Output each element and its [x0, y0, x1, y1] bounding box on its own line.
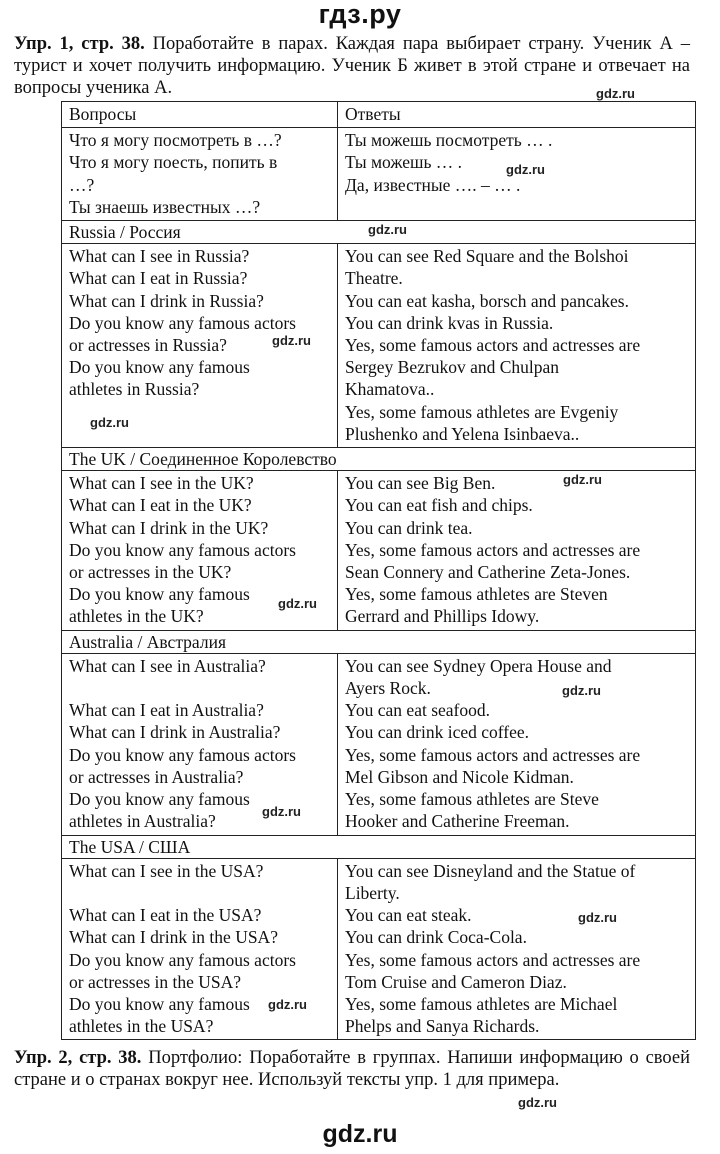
- answer-line: Liberty.: [345, 882, 400, 903]
- answer-line: Gerrard and Phillips Idowy.: [345, 606, 540, 627]
- section-title: The USA / США: [62, 835, 696, 858]
- section-content-row: [62, 244, 696, 448]
- answer-line: You can see Disneyland and the Statue of: [345, 860, 636, 881]
- question-line: Do you know any famous: [69, 584, 250, 605]
- question-line: What can I see in the UK?: [69, 473, 254, 494]
- watermark: gdz.ru: [262, 804, 301, 819]
- template-answer-line: Да, известные …. – … .: [345, 174, 521, 195]
- exercise-1-intro: [14, 33, 690, 99]
- table-header-row: [62, 102, 696, 128]
- question-line: What can I see in Australia?: [69, 655, 266, 676]
- question-line: What can I drink in the UK?: [69, 517, 269, 538]
- question-line: Do you know any famous actors: [69, 949, 296, 970]
- question-line: What can I see in Russia?: [69, 246, 250, 267]
- template-questions-cell: [62, 128, 338, 221]
- answer-line: Theatre.: [345, 268, 403, 289]
- answer-line: Yes, some famous actors and actresses are: [345, 539, 641, 560]
- section-content-row: [62, 858, 696, 1040]
- answer-line: You can see Sydney Opera House and: [345, 655, 612, 676]
- section-content-row: [62, 653, 696, 835]
- question-line: Do you know any famous: [69, 993, 250, 1014]
- answer-line: You can drink iced coffee.: [345, 722, 530, 743]
- site-header: гдз.ру: [318, 0, 402, 29]
- answer-line: You can see Big Ben.: [345, 473, 496, 494]
- section-title-row: [62, 630, 696, 653]
- watermark: gdz.ru: [268, 997, 307, 1012]
- header-questions: Вопросы: [62, 102, 338, 128]
- answer-line: You can eat steak.: [345, 905, 472, 926]
- answer-line: Plushenko and Yelena Isinbaeva..: [345, 423, 580, 444]
- watermark: gdz.ru: [518, 1095, 557, 1110]
- question-line: athletes in the UK?: [69, 606, 204, 627]
- question-line: Do you know any famous actors: [69, 539, 296, 560]
- section-answers-cell: [338, 471, 696, 630]
- answer-line: Ayers Rock.: [345, 678, 431, 699]
- section-questions-cell: [62, 858, 338, 1040]
- template-answer-line: Ты можешь … .: [345, 152, 463, 173]
- answer-line: Tom Cruise and Cameron Diaz.: [345, 971, 567, 992]
- question-line: What can I drink in Russia?: [69, 290, 264, 311]
- section-title: Australia / Австралия: [62, 630, 696, 653]
- answer-line: Yes, some famous athletes are Steven: [345, 584, 608, 605]
- watermark: gdz.ru: [90, 415, 129, 430]
- question-line: or actresses in Russia?: [69, 335, 227, 356]
- answer-line: You can eat kasha, borsch and pancakes.: [345, 290, 629, 311]
- template-row: [62, 128, 696, 221]
- answer-line: Sean Connery and Catherine Zeta-Jones.: [345, 562, 631, 583]
- watermark: gdz.ru: [506, 162, 545, 177]
- question-line: What can I drink in the USA?: [69, 927, 278, 948]
- watermark: gdz.ru: [563, 472, 602, 487]
- answer-line: Hooker and Catherine Freeman.: [345, 811, 570, 832]
- answer-line: You can eat fish and chips.: [345, 495, 533, 516]
- question-line: Do you know any famous actors: [69, 312, 296, 333]
- section-title: The UK / Соединенное Королевство: [62, 448, 696, 471]
- section-title: Russia / Россия: [62, 221, 696, 244]
- section-answers-cell: [338, 653, 696, 835]
- exercise-2-title: Упр. 2, стр. 38.: [14, 1048, 142, 1068]
- watermark: gdz.ru: [562, 683, 601, 698]
- answer-line: Yes, some famous athletes are Michael: [345, 993, 618, 1014]
- answer-line: You can see Red Square and the Bolshoi: [345, 246, 629, 267]
- answer-line: Yes, some famous actors and actresses are: [345, 949, 641, 970]
- question-line: athletes in Russia?: [69, 379, 200, 400]
- section-title-row: [62, 835, 696, 858]
- question-line: Do you know any famous actors: [69, 744, 296, 765]
- answer-line: Yes, some famous actors and actresses are: [345, 335, 641, 356]
- answer-line: Sergey Bezrukov and Chulpan: [345, 357, 560, 378]
- question-line: [69, 677, 331, 699]
- template-question-line: Ты знаешь известных …?: [69, 196, 261, 217]
- answer-line: You can eat seafood.: [345, 700, 490, 721]
- question-line: athletes in the USA?: [69, 1016, 214, 1037]
- site-footer: gdz.ru: [322, 1120, 398, 1148]
- answer-line: Phelps and Sanya Richards.: [345, 1016, 540, 1037]
- section-content-row: [62, 471, 696, 630]
- template-question-line: Что я могу посмотреть в …?: [69, 130, 282, 151]
- question-line: What can I drink in Australia?: [69, 722, 281, 743]
- question-line: [69, 882, 331, 904]
- question-line: or actresses in the USA?: [69, 971, 242, 992]
- answer-line: You can drink tea.: [345, 517, 473, 538]
- template-answer-line: Ты можешь посмотреть … .: [345, 130, 553, 151]
- question-line: What can I eat in the USA?: [69, 905, 262, 926]
- question-line: What can I see in the USA?: [69, 860, 264, 881]
- template-question-line: …?: [69, 174, 95, 195]
- exercise-2-text: Портфолио: Поработайте в группах. Напиши информацию о своей стране и о странах вокруг нее. Используй тексты упр. 1 для примера.: [14, 1048, 690, 1090]
- answer-line: Yes, some famous actors and actresses are: [345, 744, 641, 765]
- question-line: Do you know any famous: [69, 789, 250, 810]
- exercise-1-title: Упр. 1, стр. 38.: [14, 34, 145, 54]
- section-answers-cell: [338, 858, 696, 1040]
- section-title-row: [62, 448, 696, 471]
- answer-line: Yes, some famous athletes are Evgeniy: [345, 401, 619, 422]
- watermark: gdz.ru: [278, 596, 317, 611]
- question-line: What can I eat in Australia?: [69, 700, 264, 721]
- question-line: What can I eat in the UK?: [69, 495, 252, 516]
- watermark: gdz.ru: [368, 222, 407, 237]
- answer-line: Mel Gibson and Nicole Kidman.: [345, 766, 574, 787]
- section-answers-cell: [338, 244, 696, 448]
- watermark: gdz.ru: [272, 333, 311, 348]
- question-line: athletes in Australia?: [69, 811, 216, 832]
- exercise-1-text: Поработайте в парах. Каждая пара выбирает страну. Ученик А – турист и хочет получить информацию. Ученик Б живет в этой стране и отвечает на вопросы ученика А.: [14, 34, 690, 98]
- question-line: What can I eat in Russia?: [69, 268, 248, 289]
- answer-line: Khamatova..: [345, 379, 435, 400]
- template-question-line: Что я могу поесть, попить в: [69, 152, 278, 173]
- question-line: or actresses in the UK?: [69, 562, 232, 583]
- question-line: or actresses in Australia?: [69, 766, 244, 787]
- question-line: Do you know any famous: [69, 357, 250, 378]
- qa-table: [61, 101, 696, 1040]
- answer-line: You can drink kvas in Russia.: [345, 312, 554, 333]
- exercise-2: [14, 1047, 690, 1091]
- answer-line: You can drink Coca-Cola.: [345, 927, 527, 948]
- watermark: gdz.ru: [578, 910, 617, 925]
- watermark: gdz.ru: [596, 86, 635, 101]
- answer-line: Yes, some famous athletes are Steve: [345, 789, 599, 810]
- header-answers: Ответы: [338, 102, 696, 128]
